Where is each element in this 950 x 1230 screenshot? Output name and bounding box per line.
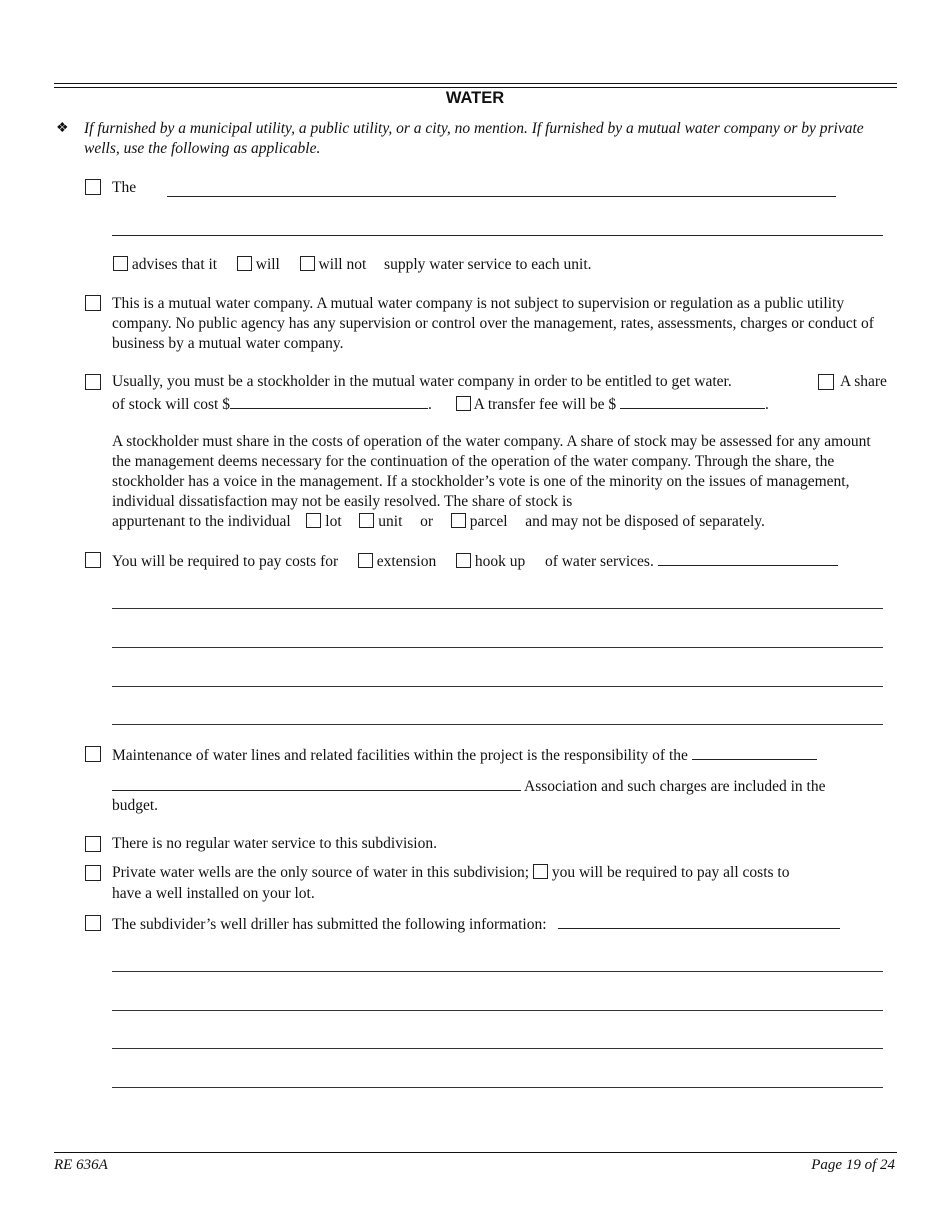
- costs-field-line1[interactable]: [112, 608, 883, 609]
- will-checkbox[interactable]: [237, 256, 252, 271]
- wells-row: [112, 864, 789, 882]
- transfer-fee-field[interactable]: [620, 394, 765, 409]
- diamond-bullet-icon: ❖: [56, 121, 69, 136]
- or-label: or: [420, 513, 434, 530]
- costs-field[interactable]: [658, 551, 838, 566]
- will-label: will: [255, 256, 280, 273]
- maintenance-label: Maintenance of water lines and related facilities within the project is the responsibility of the: [112, 747, 688, 764]
- driller-field-line1[interactable]: [112, 971, 883, 972]
- form-id: RE 636A: [54, 1157, 108, 1173]
- well-costs-label: you will be required to pay all costs to: [551, 864, 790, 881]
- unit-checkbox[interactable]: [359, 513, 374, 528]
- maintenance-checkbox[interactable]: [85, 746, 101, 762]
- lot-checkbox[interactable]: [306, 513, 321, 528]
- stock-cost-label: of stock will cost $: [112, 396, 230, 413]
- mutual-company-checkbox[interactable]: [85, 295, 101, 311]
- header-rule-bottom: [54, 87, 897, 88]
- hook-up-label: hook up: [474, 553, 526, 570]
- costs-field-line2[interactable]: [112, 647, 883, 648]
- supplier-label: The: [112, 179, 137, 196]
- driller-field-line3[interactable]: [112, 1048, 883, 1049]
- driller-field[interactable]: [558, 914, 840, 929]
- supplier-name-field-line2[interactable]: [112, 235, 883, 236]
- unit-label: unit: [378, 513, 403, 530]
- wells-label: Private water wells are the only source of water in this subdivision;: [112, 864, 530, 881]
- costs-field-line4[interactable]: [112, 724, 883, 725]
- will-not-checkbox[interactable]: [300, 256, 315, 271]
- footer-rule: [54, 1152, 897, 1153]
- costs-label: You will be required to pay costs for: [112, 553, 339, 570]
- association-row: [112, 776, 825, 796]
- supplier-name-field[interactable]: [167, 196, 836, 197]
- transfer-fee-checkbox[interactable]: [456, 396, 471, 411]
- header-rule-top: [54, 83, 897, 84]
- driller-field-line2[interactable]: [112, 1010, 883, 1011]
- supply-label: supply water service to each unit.: [384, 256, 592, 273]
- association-name-field[interactable]: [112, 776, 521, 791]
- share-cost-checkbox[interactable]: [818, 374, 834, 390]
- stock-cost-row: [112, 394, 769, 414]
- supplier-advises-row: [113, 256, 592, 274]
- maintenance-field[interactable]: [692, 745, 817, 760]
- page-number: Page 19 of 24: [811, 1157, 895, 1173]
- costs-field-line3[interactable]: [112, 686, 883, 687]
- extension-label: extension: [376, 553, 437, 570]
- stock-paragraph-text: A stockholder must share in the costs of operation of the water company. A share of stock may be assessed for any amount the management deems necessary for the continuation of the operation of the water company. Through the share, the stockholder has a voice in the management. If a stockholder’s vote is one of the minority on the issues of management, individual dissatisfaction may not be easily resolved. The share of stock is: [112, 433, 871, 510]
- driller-row: [112, 914, 840, 934]
- stockholder-checkbox[interactable]: [85, 374, 101, 390]
- no-service-text: There is no regular water service to this subdivision.: [112, 835, 437, 852]
- advises-checkbox[interactable]: [113, 256, 128, 271]
- supplier-checkbox[interactable]: [85, 179, 101, 195]
- costs-checkbox[interactable]: [85, 552, 101, 568]
- parcel-label: parcel: [469, 513, 508, 530]
- driller-checkbox[interactable]: [85, 915, 101, 931]
- wells-checkbox[interactable]: [85, 865, 101, 881]
- transfer-fee-label: A transfer fee will be $: [473, 396, 617, 413]
- transfer-fee-period: .: [764, 396, 769, 413]
- no-service-checkbox[interactable]: [85, 836, 101, 852]
- driller-label: The subdivider’s well driller has submitted the following information:: [112, 916, 547, 933]
- mutual-company-text: This is a mutual water company. A mutual water company is not subject to supervision or regulation as a public utility company. No public agency has any supervision or control over the management, rates, assessments, charges or conduct of business by a mutual water company.: [112, 295, 874, 352]
- will-not-label: will not: [318, 256, 367, 273]
- stock-cost-field[interactable]: [230, 394, 428, 409]
- parcel-checkbox[interactable]: [451, 513, 466, 528]
- advises-label: advises that it: [131, 256, 218, 273]
- costs-tail: of water services.: [544, 553, 654, 570]
- stock-paragraph-tail: and may not be disposed of separately.: [525, 513, 765, 530]
- budget-label: budget.: [112, 797, 159, 814]
- driller-field-line4[interactable]: [112, 1087, 883, 1088]
- extension-checkbox[interactable]: [358, 553, 373, 568]
- lot-label: lot: [325, 513, 342, 530]
- maintenance-row: [112, 745, 817, 765]
- share-label: A share: [840, 373, 887, 390]
- appurtenant-label: appurtenant to the individual: [112, 513, 291, 530]
- stock-cost-period: .: [427, 396, 432, 413]
- stockholder-text: Usually, you must be a stockholder in the mutual water company in order to be entitled to get water.: [112, 373, 732, 390]
- intro-text: If furnished by a municipal utility, a public utility, or a city, no mention. If furnished by a mutual water company or by private wells, use the following as applicable.: [84, 120, 864, 157]
- hook-up-checkbox[interactable]: [456, 553, 471, 568]
- section-title: WATER: [445, 89, 505, 107]
- stock-paragraph: [112, 432, 887, 532]
- well-costs-checkbox[interactable]: [533, 864, 548, 879]
- association-label: Association and such charges are included in the: [524, 778, 826, 795]
- wells-tail: have a well installed on your lot.: [112, 885, 315, 902]
- costs-row: [112, 551, 838, 571]
